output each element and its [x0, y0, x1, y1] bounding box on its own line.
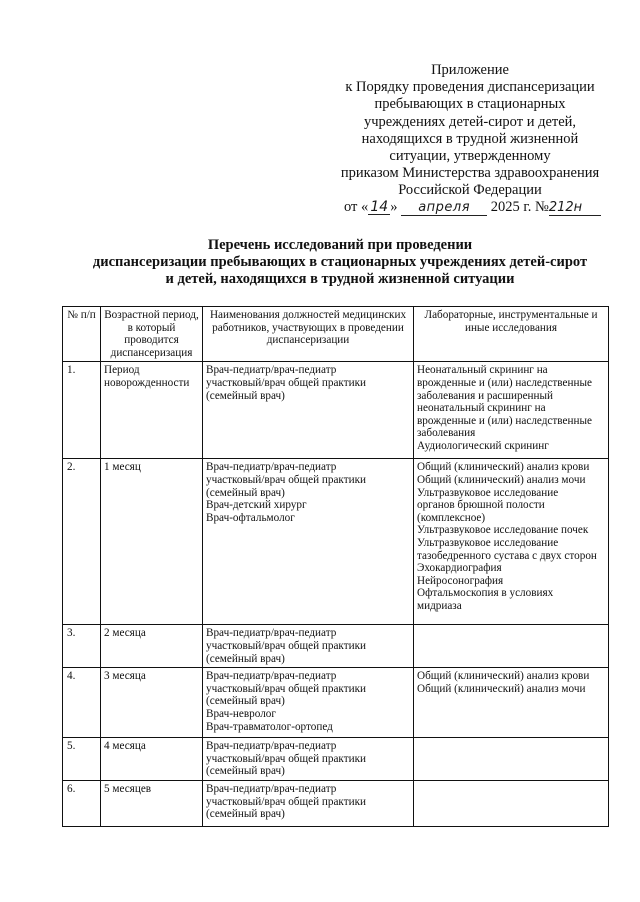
- staff-line: участковый/врач общей практики: [206, 639, 366, 652]
- tests-line: врожденные и (или) наследственные: [417, 414, 592, 427]
- staff-line: Врач-офтальмолог: [206, 511, 295, 524]
- appendix-block: [300, 62, 640, 200]
- age-period-line: новорожденности: [104, 376, 190, 389]
- row-number: 6.: [63, 780, 101, 826]
- title-line: диспансеризации пребывающих в стационарных учреждениях детей-сирот: [92, 254, 588, 270]
- age-period-cell: [101, 459, 203, 625]
- table-row: [63, 362, 609, 459]
- date-year: 2025 г. №: [490, 199, 549, 215]
- appendix-line: ситуации, утвержденному: [389, 148, 551, 165]
- age-period-line: 4 месяца: [104, 740, 146, 753]
- age-period-cell: [101, 362, 203, 459]
- staff-line: (семейный врач): [206, 486, 285, 499]
- tests-cell: [414, 362, 609, 459]
- staff-line: (семейный врач): [206, 765, 285, 778]
- table-row: [63, 668, 609, 738]
- tests-line: Эхокардиография: [417, 562, 502, 575]
- tests-line: врожденные и (или) наследственные: [417, 376, 592, 389]
- tests-line: Аудиологический скрининг: [417, 439, 549, 452]
- tests-line: Общий (клинический) анализ мочи: [417, 473, 586, 486]
- staff-line: Врач-детский хирург: [206, 499, 307, 512]
- staff-line: Врач-педиатр/врач-педиатр: [206, 670, 337, 683]
- staff-line: участковый/врач общей практики: [206, 376, 366, 389]
- row-number: 5.: [63, 738, 101, 781]
- table-row: [63, 738, 609, 781]
- row-number: 1.: [63, 362, 101, 459]
- age-period-line: 1 месяц: [104, 461, 141, 474]
- header-tests: Лабораторные, инструментальные и иные исследования: [414, 307, 609, 362]
- appendix-line: приказом Министерства здравоохранения: [340, 165, 600, 182]
- title-line: и детей, находящихся в трудной жизненной ситуации: [165, 271, 515, 287]
- handwritten-day: 14: [368, 200, 390, 215]
- order-date-line: [344, 199, 601, 216]
- appendix-line: пребывающих в стационарных: [374, 96, 566, 113]
- date-mid: »: [390, 199, 398, 215]
- appendix-line: к Порядку проведения диспансеризации: [345, 79, 595, 96]
- examinations-table: [62, 306, 609, 827]
- age-period-cell: [101, 780, 203, 826]
- staff-cell: [203, 668, 414, 738]
- handwritten-order-number: 212н: [549, 201, 601, 216]
- age-period-line: Период: [104, 364, 140, 377]
- tests-cell: [414, 738, 609, 781]
- staff-line: участковый/врач общей практики: [206, 795, 366, 808]
- staff-cell: [203, 780, 414, 826]
- appendix-line: Российской Федерации: [398, 182, 542, 199]
- tests-line: Нейросонография: [417, 574, 504, 587]
- tests-cell: [414, 780, 609, 826]
- tests-cell: [414, 625, 609, 668]
- tests-line: Ультразвуковое исследование: [417, 486, 559, 499]
- staff-cell: [203, 625, 414, 668]
- tests-line: Общий (клинический) анализ крови: [417, 461, 590, 474]
- tests-line: Ультразвуковое исследование почек: [417, 524, 589, 537]
- staff-line: Врач-травматолог-ортопед: [206, 720, 333, 733]
- table-row: [63, 625, 609, 668]
- staff-cell: [203, 738, 414, 781]
- staff-cell: [203, 362, 414, 459]
- appendix-line: находящихся в трудной жизненной: [361, 130, 579, 147]
- tests-line: Общий (клинический) анализ мочи: [417, 682, 586, 695]
- row-number: 2.: [63, 459, 101, 625]
- tests-cell: [414, 668, 609, 738]
- staff-line: Врач-невролог: [206, 707, 276, 720]
- staff-line: участковый/врач общей практики: [206, 752, 366, 765]
- header-staff: Наименования должностей медицинских работников, участвующих в проведении диспансеризации: [203, 307, 414, 362]
- tests-line: заболевания: [417, 427, 476, 440]
- staff-line: Врач-педиатр/врач-педиатр: [206, 461, 337, 474]
- row-number: 3.: [63, 625, 101, 668]
- header-age-period: Возрастной период, в который проводится диспансеризация: [101, 307, 203, 362]
- tests-line: заболевания и расширенный: [417, 389, 554, 402]
- staff-line: (семейный врач): [206, 389, 285, 402]
- staff-line: (семейный врач): [206, 652, 285, 665]
- tests-line: неонатальный скрининг на: [417, 402, 546, 415]
- age-period-cell: [101, 738, 203, 781]
- staff-line: Врач-педиатр/врач-педиатр: [206, 740, 337, 753]
- handwritten-month: апреля: [401, 201, 487, 216]
- table-row: [63, 780, 609, 826]
- table-body: [63, 362, 609, 827]
- tests-cell: [414, 459, 609, 625]
- staff-line: Врач-педиатр/врач-педиатр: [206, 364, 337, 377]
- tests-line: Офтальмоскопия в условиях: [417, 587, 554, 600]
- staff-cell: [203, 459, 414, 625]
- appendix-line: Приложение: [431, 62, 509, 78]
- table-header-row: [63, 307, 609, 362]
- tests-line: органов брюшной полости: [417, 499, 545, 512]
- table-row: [63, 459, 609, 625]
- age-period-line: 2 месяца: [104, 627, 146, 640]
- age-period-line: 5 месяцев: [104, 782, 152, 795]
- row-number: 4.: [63, 668, 101, 738]
- staff-line: (семейный врач): [206, 695, 285, 708]
- tests-line: Неонатальный скрининг на: [417, 364, 548, 377]
- tests-line: (комплексное): [417, 511, 486, 524]
- tests-line: Ультразвуковое исследование: [417, 536, 559, 549]
- staff-line: Врач-педиатр/врач-педиатр: [206, 782, 337, 795]
- appendix-line: учреждениях детей-сирот и детей,: [363, 113, 577, 130]
- staff-line: участковый/врач общей практики: [206, 473, 366, 486]
- header-number: № п/п: [63, 307, 101, 362]
- title-line: Перечень исследований при проведении: [207, 237, 473, 253]
- tests-line: тазобедренного сустава с двух сторон: [417, 549, 597, 562]
- tests-line: Общий (клинический) анализ крови: [417, 670, 590, 683]
- age-period-cell: [101, 668, 203, 738]
- age-period-cell: [101, 625, 203, 668]
- date-prefix: от «: [344, 199, 369, 215]
- staff-line: (семейный врач): [206, 808, 285, 821]
- tests-line: мидриаза: [417, 599, 462, 612]
- document-title: [40, 237, 640, 288]
- age-period-line: 3 месяца: [104, 670, 146, 683]
- staff-line: Врач-педиатр/врач-педиатр: [206, 627, 337, 640]
- staff-line: участковый/врач общей практики: [206, 682, 366, 695]
